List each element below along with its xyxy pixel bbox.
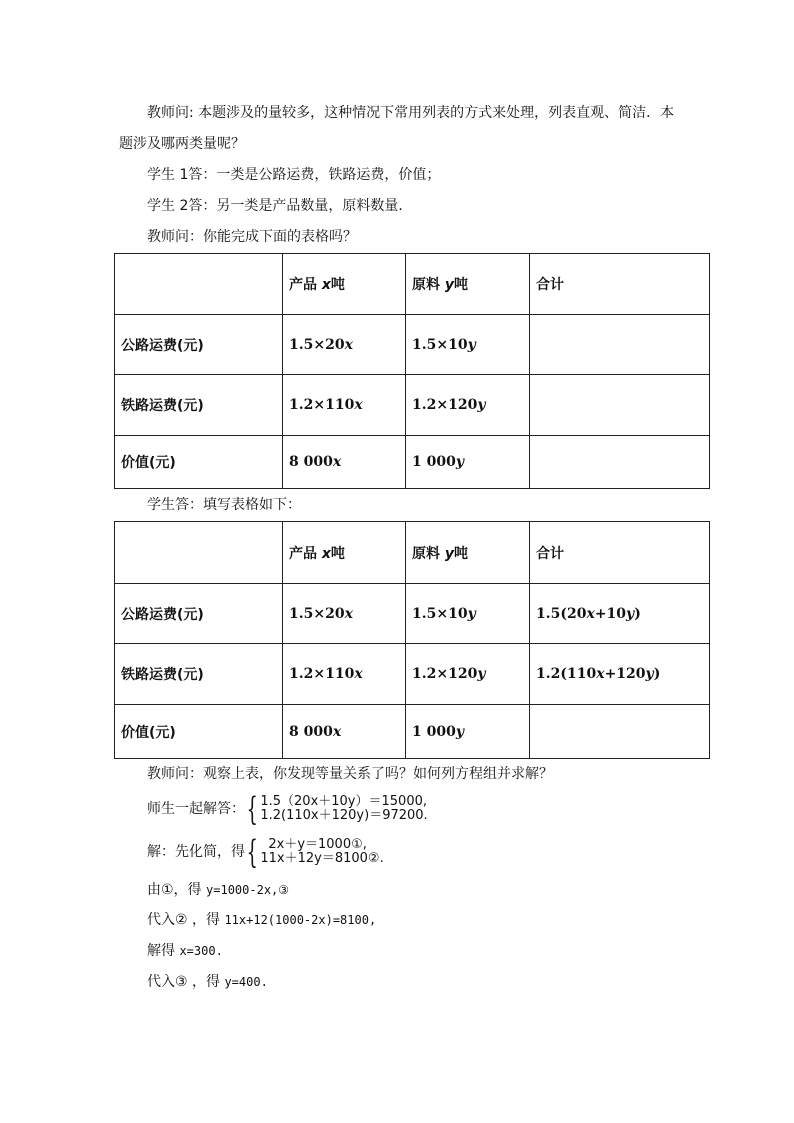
- step-1-prefix: 由①，得: [147, 882, 207, 898]
- left-brace-icon: {: [246, 833, 258, 871]
- table-row: [115, 705, 710, 759]
- system-1-prefix: 师生一起解答：: [147, 801, 245, 817]
- header-cell: 原料 y吨: [406, 254, 530, 315]
- teacher-question-1-line-1: 教师问: 本题涉及的量较多，这种情况下常用列表的方式来处理，列表直观、简洁．本: [147, 105, 675, 121]
- system-1-eq-2: 1.2(110x＋120y)＝97200.: [260, 808, 428, 823]
- table-cell: 8 000x: [283, 436, 406, 489]
- step-2-expression: 11x+12(1000-2x)=8100,: [224, 913, 377, 927]
- header-cell: [115, 254, 283, 315]
- step-4: [147, 972, 268, 992]
- system-2-prefix: 解：先化简，得: [147, 844, 245, 860]
- table-cell: 8 000x: [283, 705, 406, 759]
- table-filled: [114, 521, 710, 759]
- step-4-prefix: 代入③ ，得: [147, 974, 225, 990]
- system-2-equations: [260, 838, 383, 866]
- student-1-answer: 学生 1答：一类是公路运费，铁路运费，价值；: [147, 167, 441, 183]
- header-cell: 合计: [530, 254, 710, 315]
- table-cell: 1.5×20x: [283, 584, 406, 644]
- system-1-eq-1: 1.5（20x＋10y）＝15000,: [260, 794, 427, 809]
- table-cell: 1.5×20x: [283, 315, 406, 375]
- row-label: 公路运费(元): [115, 584, 283, 644]
- step-2: [147, 910, 376, 930]
- step-3-expression: x=300.: [179, 944, 223, 958]
- table-cell: 1 000y: [406, 705, 530, 759]
- row-label: 铁路运费(元): [115, 644, 283, 705]
- system-1-equations: [260, 795, 427, 823]
- equation-system-2: [147, 833, 384, 871]
- table-cell: 1.2×110x: [283, 644, 406, 705]
- row-label: 价值(元): [115, 705, 283, 759]
- row-label: 价值(元): [115, 436, 283, 489]
- table-header-row: [115, 254, 710, 315]
- step-1: [147, 880, 289, 900]
- step-3: [147, 941, 223, 961]
- table-row: [115, 375, 710, 436]
- table-header-row: [115, 522, 710, 584]
- student-fill-answer: 学生答：填写表格如下：: [147, 497, 301, 513]
- header-cell: 合计: [530, 522, 710, 584]
- table-cell: [530, 705, 710, 759]
- left-brace-icon: {: [246, 790, 258, 828]
- table-cell: 1.5×10y: [406, 315, 530, 375]
- table-cell: [530, 315, 710, 375]
- table-cell: 1.2×120y: [406, 375, 530, 436]
- table-cell: 1 000y: [406, 436, 530, 489]
- row-label: 公路运费(元): [115, 315, 283, 375]
- table-cell: 1.2×120y: [406, 644, 530, 705]
- table-row: [115, 436, 710, 489]
- teacher-question-1-line-2: 题涉及哪两类量呢？: [119, 136, 245, 152]
- step-3-prefix: 解得: [147, 943, 180, 959]
- step-2-prefix: 代入② ，得: [147, 912, 225, 928]
- table-cell: [530, 375, 710, 436]
- student-2-answer: 学生 2答：另一类是产品数量，原料数量．: [147, 198, 413, 214]
- step-4-expression: y=400.: [224, 975, 268, 989]
- table-cell: 1.2×110x: [283, 375, 406, 436]
- step-1-expression: y=1000-2x,③: [206, 883, 290, 897]
- teacher-question-3: 教师问：观察上表，你发现等量关系了吗？如何列方程组并求解？: [147, 766, 553, 782]
- table-row: [115, 315, 710, 375]
- teacher-question-2: 教师问：你能完成下面的表格吗？: [147, 229, 357, 245]
- table-cell: 1.5×10y: [406, 584, 530, 644]
- system-2-eq-1: 2x＋y＝1000①,: [268, 837, 367, 852]
- table-cell: 1.5(20x+10y): [530, 584, 710, 644]
- row-label: 铁路运费(元): [115, 375, 283, 436]
- header-cell: 产品 x吨: [283, 254, 406, 315]
- table-row: [115, 584, 710, 644]
- equation-system-1: [147, 790, 428, 828]
- header-cell: [115, 522, 283, 584]
- table-blank: [114, 253, 710, 489]
- header-cell: 原料 y吨: [406, 522, 530, 584]
- table-row: [115, 644, 710, 705]
- table-cell: [530, 436, 710, 489]
- header-cell: 产品 x吨: [283, 522, 406, 584]
- system-2-eq-2: 11x＋12y＝8100②.: [260, 851, 384, 866]
- table-cell: 1.2(110x+120y): [530, 644, 710, 705]
